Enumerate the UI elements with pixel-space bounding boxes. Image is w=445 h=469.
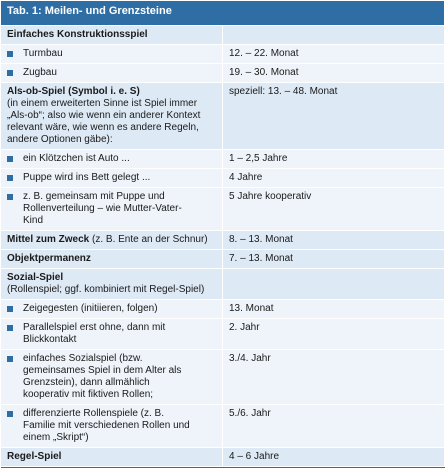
square-bullet-icon	[7, 325, 13, 331]
table-row	[1, 150, 445, 169]
row-value: 5 Jahre kooperativ	[223, 188, 445, 231]
square-bullet-icon	[7, 175, 13, 181]
square-bullet-icon	[7, 306, 13, 312]
row-value: 4 Jahre	[223, 169, 445, 188]
row-label-cell	[1, 169, 223, 188]
row-label: einfaches Sozialspiel (bzw. gemeinsames Spiel in dem Alter als Grenzstein), dann allmählich kooperativ mit fiktiven Rollen;	[23, 353, 182, 400]
row-label-cell	[1, 269, 223, 300]
row-label-cell	[1, 83, 223, 150]
row-value: 12. – 22. Monat	[223, 45, 445, 64]
row-value: 7. – 13. Monat	[223, 250, 445, 269]
row-label-cell	[1, 319, 223, 350]
row-label-cell	[1, 188, 223, 231]
row-label-bold: Als-ob-Spiel (Symbol i. e. S)	[7, 86, 140, 97]
square-bullet-icon	[7, 156, 13, 162]
row-label: z. B. gemeinsam mit Puppe und Rollenverteilung – wie Mutter-Vater-Kind	[23, 191, 182, 226]
table-row	[1, 26, 445, 45]
table-title: Tab. 1: Meilen- und Grenzsteine	[1, 1, 445, 26]
row-label: Regel-Spiel	[1, 448, 223, 467]
row-label-cell	[1, 231, 223, 250]
row-value	[223, 269, 445, 300]
table-row	[1, 188, 445, 231]
row-value: speziell: 13. – 48. Monat	[223, 83, 445, 150]
square-bullet-icon	[7, 411, 13, 417]
row-value: 5./6. Jahr	[223, 405, 445, 448]
row-label: Objektpermanenz	[1, 250, 223, 269]
row-value: 8. – 13. Monat	[223, 231, 445, 250]
row-value: 4 – 6 Jahre	[223, 448, 445, 467]
table-row	[1, 405, 445, 448]
row-label-cell	[1, 150, 223, 169]
table-row	[1, 448, 445, 467]
row-label-bold: Mittel zum Zweck	[7, 234, 90, 245]
table-row	[1, 269, 445, 300]
row-value: 13. Monat	[223, 300, 445, 319]
table-row	[1, 64, 445, 83]
row-label-cell	[1, 45, 223, 64]
table-row	[1, 169, 445, 188]
row-label: Einfaches Konstruktionsspiel	[1, 26, 223, 45]
row-label: Zugbau	[23, 67, 57, 78]
bottom-rule	[1, 467, 445, 469]
row-value: 19. – 30. Monat	[223, 64, 445, 83]
row-label-cell	[1, 64, 223, 83]
square-bullet-icon	[7, 70, 13, 76]
table-row	[1, 250, 445, 269]
row-label-extra: (z. B. Ente an der Schnur)	[89, 234, 208, 245]
row-label-extra: (in einem erweiterten Sinne ist Spiel immer „Als-ob“; also wie wenn ein anderer Kontext relevant wäre, wie wenn es andere Regeln, andere Optionen gäbe):	[7, 98, 201, 145]
row-value: 3./4. Jahr	[223, 350, 445, 405]
row-label-cell	[1, 300, 223, 319]
row-label: Puppe wird ins Bett gelegt ...	[23, 172, 151, 183]
table-row	[1, 350, 445, 405]
row-label: differenzierte Rollenspiele (z. B. Familie mit verschiedenen Rollen und einem „Skript“)	[23, 408, 190, 443]
table-bottom-rule	[1, 467, 445, 469]
table-row	[1, 231, 445, 250]
table-row	[1, 319, 445, 350]
table-row	[1, 83, 445, 150]
row-label-bold: Sozial-Spiel	[7, 272, 64, 283]
row-label-cell	[1, 350, 223, 405]
table-row	[1, 300, 445, 319]
square-bullet-icon	[7, 356, 13, 362]
table-row	[1, 45, 445, 64]
row-label: ein Klötzchen ist Auto ...	[23, 153, 130, 164]
table-title-row	[1, 1, 445, 26]
row-label: Parallelspiel erst ohne, dann mit Blickkontakt	[23, 322, 166, 345]
row-label-extra: (Rollenspiel; ggf. kombiniert mit Regel-Spiel)	[7, 284, 205, 295]
row-value: 2. Jahr	[223, 319, 445, 350]
row-label-cell	[1, 405, 223, 448]
square-bullet-icon	[7, 194, 13, 200]
row-label: Turmbau	[23, 48, 63, 59]
row-value: 1 – 2,5 Jahre	[223, 150, 445, 169]
row-label: Zeigegesten (initiieren, folgen)	[23, 303, 158, 314]
row-value	[223, 26, 445, 45]
square-bullet-icon	[7, 51, 13, 57]
